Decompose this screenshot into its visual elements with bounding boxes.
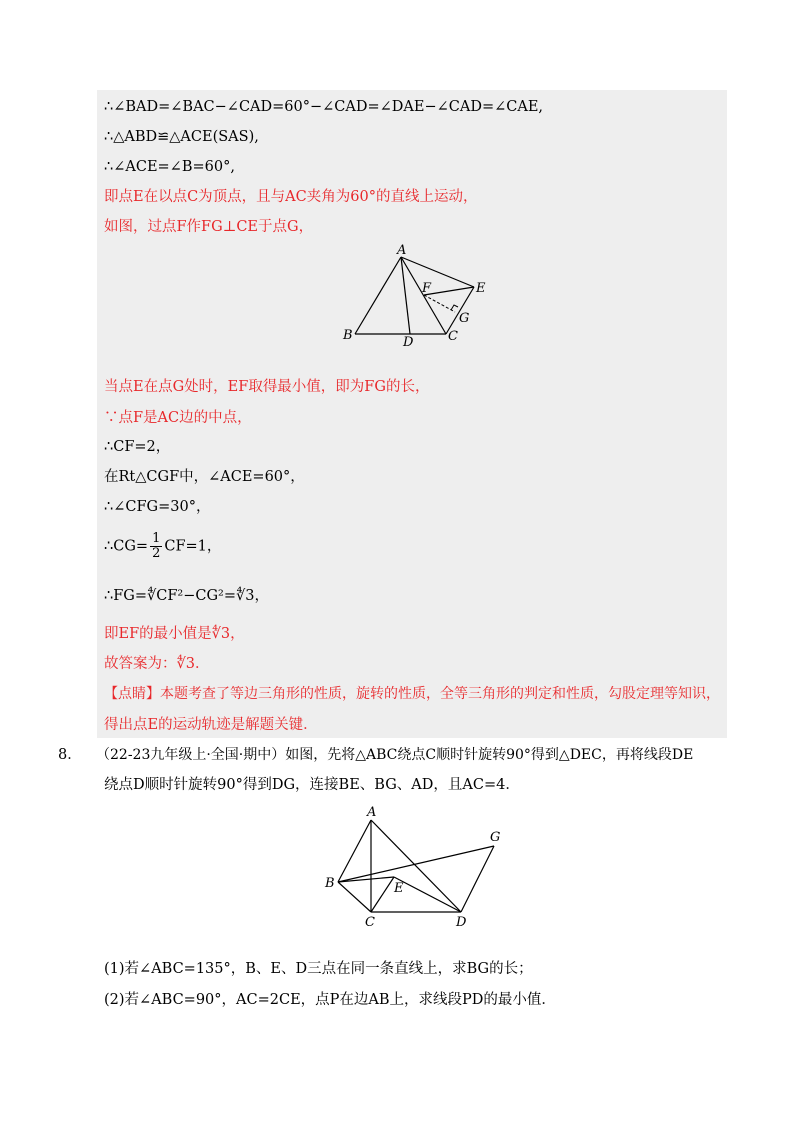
solution-line: 得出点E的运动轨迹是解题关键． xyxy=(104,717,318,733)
label-a: A xyxy=(367,805,377,820)
label-g: G xyxy=(490,830,501,845)
solution-line: 当点E在点G处时，EF取得最小值，即为FG的长， xyxy=(104,379,430,395)
solution-line: ∴△ABD≌△ACE(SAS), xyxy=(104,129,259,145)
solution-line: 故答案为：∜3． xyxy=(104,656,210,672)
label-e: E xyxy=(476,281,486,296)
solution-line: 在Rt△CGF中，∠ACE=60°， xyxy=(104,469,305,485)
label-g: G xyxy=(459,311,470,326)
segment-ae xyxy=(401,257,474,287)
solution-figure xyxy=(340,242,500,352)
label-c: C xyxy=(448,329,458,344)
label-e: E xyxy=(394,881,404,896)
solution-line-fraction xyxy=(104,532,221,561)
solution-line: 即EF的最小值是∜3， xyxy=(104,626,245,642)
segment-ad xyxy=(371,820,461,912)
solution-line: ∵点F是AC边的中点， xyxy=(104,410,252,426)
segment-bc xyxy=(338,882,371,912)
fraction-denominator: 2 xyxy=(152,546,161,561)
fraction-one-half xyxy=(150,532,162,561)
question-text-line2: 绕点D顺时针旋转90°得到DG，连接BE、BG、AD，且AC=4． xyxy=(104,777,520,793)
question-part2: (2)若∠ABC=90°，AC=2CE，点P在边AB上，求线段PD的最小值． xyxy=(104,992,556,1008)
right-angle-mark xyxy=(451,305,458,310)
solution-line: ∴∠BAD=∠BAC−∠CAD=60°−∠CAD=∠DAE−∠CAD=∠CAE, xyxy=(104,99,544,115)
label-b: B xyxy=(343,328,353,343)
solution-line: ∴CF=2， xyxy=(104,439,171,455)
solution-line: ∴FG=∜CF²−CG²=∜3， xyxy=(104,588,269,604)
segment-ed xyxy=(394,877,461,912)
label-d: D xyxy=(403,335,414,350)
label-f: F xyxy=(422,281,432,296)
segment-ce xyxy=(371,877,394,912)
solution-comment: 【点睛】本题考查了等边三角形的性质，旋转的性质，全等三角形的判定和性质，勾股定理等知识， xyxy=(104,686,720,702)
question-part1: (1)若∠ABC=135°，B、E、D三点在同一条直线上，求BG的长； xyxy=(104,961,533,977)
question-text-line1: （22-23九年级上·全国·期中）如图，先将△ABC绕点C顺时针旋转90°得到△DEC，再将线段DE xyxy=(96,747,694,763)
segment-dg xyxy=(461,846,494,912)
question-number: 8． xyxy=(58,747,82,763)
fraction-numerator: 1 xyxy=(152,531,161,546)
question-figure xyxy=(322,804,512,934)
solution-line: ∴∠ACE=∠B=60°, xyxy=(104,159,235,175)
segment-ad xyxy=(401,257,410,334)
label-b: B xyxy=(325,876,335,891)
label-a: A xyxy=(397,243,407,258)
segment-bg xyxy=(338,846,494,882)
solution-line: 即点E在以点C为顶点，且与AC夹角为60°的直线上运动， xyxy=(104,189,478,205)
cg-prefix: ∴CG= xyxy=(104,538,149,555)
solution-line: ∴∠CFG=30°， xyxy=(104,499,211,515)
segment-fe xyxy=(424,287,474,295)
label-c: C xyxy=(365,915,375,930)
cg-suffix: CF=1， xyxy=(164,538,222,555)
solution-line: 如图，过点F作FG⊥CE于点G， xyxy=(104,219,314,235)
label-d: D xyxy=(456,915,467,930)
segment-ab xyxy=(355,257,401,334)
segment-ab xyxy=(338,820,371,882)
